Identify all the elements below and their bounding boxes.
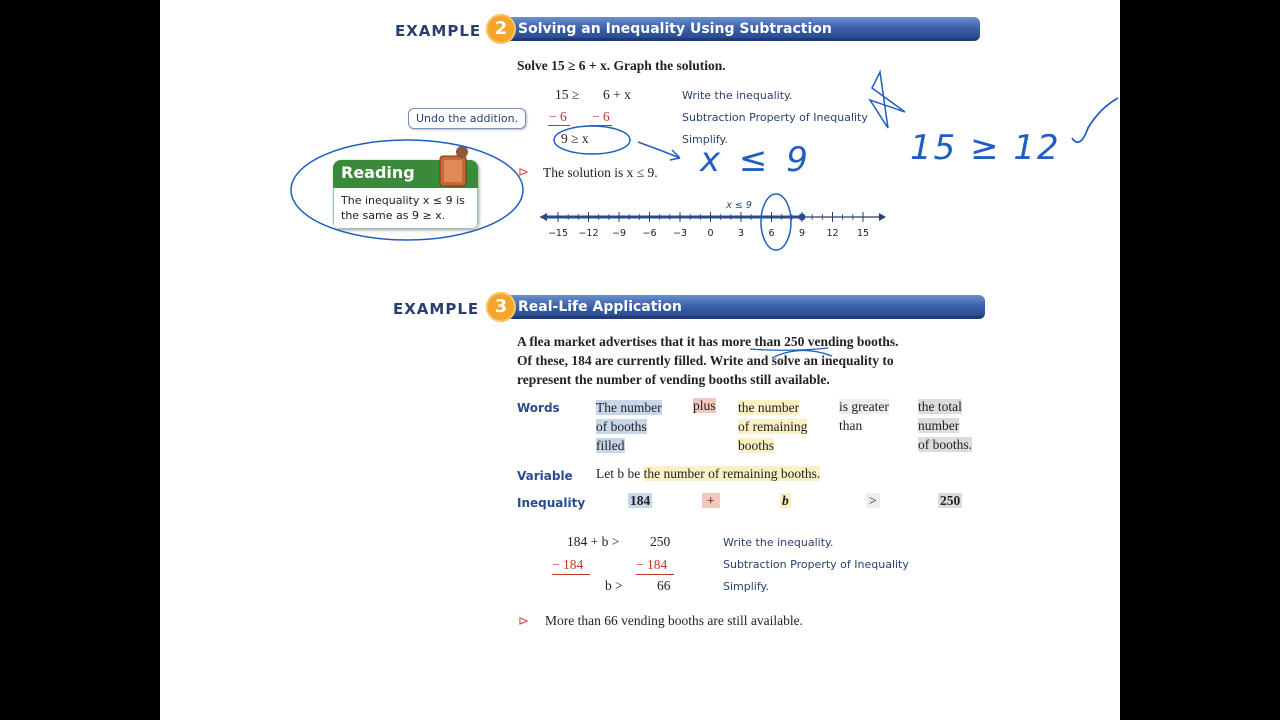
step-note: Subtraction Property of Inequality	[723, 558, 909, 571]
example-number-badge: 3	[486, 292, 516, 322]
example-title-bar: Real-Life Application	[500, 295, 985, 319]
tick-label: −3	[672, 228, 688, 239]
right-arrowhead-icon	[879, 213, 886, 221]
closed-endpoint	[799, 214, 806, 221]
example-solution: The solution is x ≤ 9.	[543, 165, 658, 180]
inequality-label: Inequality	[517, 496, 586, 510]
problem-line: represent the number of vending booths still available.	[517, 372, 830, 387]
subtraction-rule	[548, 125, 570, 126]
step-note: Write the inequality.	[723, 536, 834, 549]
example-title-bar: Solving an Inequality Using Subtraction	[500, 17, 980, 41]
step-left: 15 ≥	[555, 87, 580, 102]
step-right: − 6	[592, 109, 610, 124]
reading-body	[333, 188, 478, 229]
inequality-term: 184	[630, 493, 651, 508]
step-note: Write the inequality.	[682, 89, 793, 102]
reading-title: Reading	[333, 160, 478, 188]
tick-label: −15	[547, 228, 569, 239]
example-prompt: Solve 15 ≥ 6 + x. Graph the solution.	[517, 58, 726, 73]
words-phrase-total: the total number of booths.	[918, 399, 972, 452]
step-left: − 6	[549, 109, 567, 124]
reading-line: the same as 9 ≥ x.	[341, 209, 446, 222]
step-right: 66	[657, 578, 671, 593]
tick-label: 15	[856, 228, 870, 239]
subtraction-rule	[636, 574, 674, 575]
ink-star-icon	[870, 72, 905, 128]
undo-callout: Undo the addition.	[408, 108, 526, 129]
example-number-badge: 2	[486, 14, 516, 44]
problem-line: Of these, 184 are currently filled. Write and solve an inequality to	[517, 353, 894, 368]
inequality-term: >	[866, 493, 880, 509]
words-phrase-booths-filled: The number of booths filled	[596, 400, 662, 453]
step-left: 184 + b >	[567, 534, 620, 549]
number-line-label: x ≤ 9	[726, 200, 752, 211]
step-left: − 184	[552, 557, 584, 572]
tick-label: 0	[707, 228, 714, 239]
tick-label: 3	[737, 228, 745, 239]
variable-label: Variable	[517, 469, 573, 483]
step-right: − 184	[636, 557, 668, 572]
step-note: Simplify.	[723, 580, 769, 593]
reading-line: The inequality x ≤ 9 is	[341, 194, 465, 207]
words-phrase-plus: plus	[693, 398, 716, 413]
step-right: 6 + x	[603, 87, 631, 102]
textbook-page	[160, 0, 1120, 720]
inequality-term: 250	[940, 493, 961, 508]
example-label: EXAMPLE	[395, 22, 482, 40]
book-reader-icon	[434, 142, 478, 188]
tick-label: −12	[578, 228, 599, 239]
step-note: Simplify.	[682, 133, 728, 146]
example-solution: More than 66 vending booths are still available.	[545, 613, 803, 628]
tick-label: 6	[768, 228, 775, 239]
number-line	[538, 195, 888, 245]
example-label: EXAMPLE	[393, 300, 480, 318]
ink-arrow	[638, 142, 680, 160]
subtraction-rule	[552, 574, 590, 575]
handwritten-check: 15 ≥ 12	[910, 128, 1061, 168]
words-label: Words	[517, 401, 560, 415]
inequality-term: b	[782, 493, 789, 508]
tick-label: 12	[826, 228, 839, 239]
subtraction-rule	[590, 125, 612, 126]
tick-label: 9	[798, 228, 806, 239]
tick-label: −6	[642, 228, 657, 239]
step-note: Subtraction Property of Inequality	[682, 111, 868, 124]
solution-arrow-icon: ⊳	[518, 165, 529, 180]
words-phrase-remaining: the number of remaining booths	[738, 400, 808, 453]
handwritten-answer: x ≤ 9	[700, 140, 812, 180]
variable-definition: Let b be the number of remaining booths.	[596, 466, 821, 481]
step-right: 250	[650, 534, 671, 549]
problem-statement	[517, 332, 899, 389]
inequality-term: +	[702, 493, 720, 509]
step-left: 9 ≥ x	[561, 131, 589, 146]
problem-line: A flea market advertises that it has more than 250 vending booths.	[517, 334, 899, 349]
tick-label: −9	[611, 228, 627, 239]
solution-arrow-icon: ⊳	[518, 614, 529, 629]
step-left: b >	[605, 578, 623, 593]
ink-check-icon	[1072, 98, 1118, 142]
words-phrase-greater: is greater than	[839, 399, 889, 433]
